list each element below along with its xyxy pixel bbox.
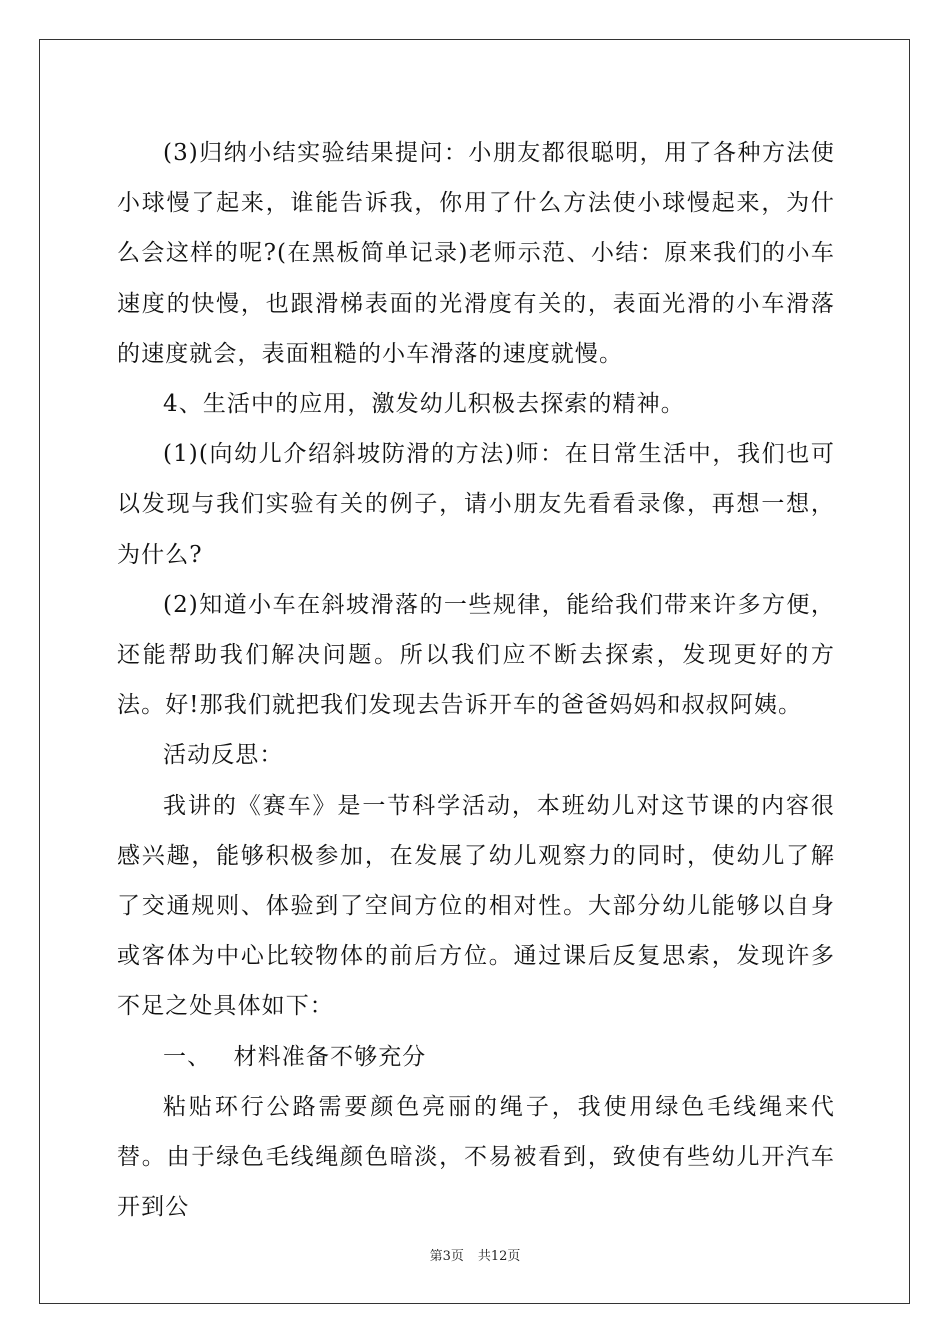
paragraph-step-4: 4、生活中的应用，激发幼儿积极去探索的精神。 xyxy=(163,391,685,418)
document-body xyxy=(117,128,835,1232)
section-heading-reflection: 活动反思： xyxy=(163,742,284,769)
paragraph-reflection-intro: 我讲的《赛车》是一节科学活动，本班幼儿对这节课的内容很感兴趣，能够积极参加，在发展了幼儿观察力的同时，使幼儿了解了交通规则、体验到了空间方位的相对性。大部分幼儿能够以自身或客体为中心比较物体的前后方位。通过课后反复思索，发现许多不足之处具体如下： xyxy=(117,792,835,1020)
paragraph-slope-rules: (2)知道小车在斜坡滑落的一些规律，能给我们带来许多方便，还能帮助我们解决问题。所以我们应不断去探索，发现更好的方法。好!那我们就把我们发现去告诉开车的爸爸妈妈和叔叔阿姨。 xyxy=(117,591,835,719)
page-number: 第3页 xyxy=(429,1249,464,1264)
page-total: 共12页 xyxy=(477,1249,521,1264)
paragraph-slope-antislip: (1)(向幼儿介绍斜坡防滑的方法)师：在日常生活中，我们也可以发现与我们实验有关的例子，请小朋友先看看录像，再想一想，为什么? xyxy=(117,441,835,568)
subheading-materials: 一、 材料准备不够充分 xyxy=(163,1043,427,1070)
paragraph-summary-question: (3)归纳小结实验结果提问：小朋友都很聪明，用了各种方法使小球慢了起来，谁能告诉我，你用了什么方法使小球慢起来，为什么会这样的呢?(在黑板简单记录)老师示范、小结：原来我们的小车速度的快慢，也跟滑梯表面的光滑度有关的，表面光滑的小车滑落的速度就会，表面粗糙的小车滑落的速度就慢。 xyxy=(117,140,835,367)
paragraph-materials-detail: 粘贴环行公路需要颜色亮丽的绳子，我使用绿色毛线绳来代替。由于绿色毛线绳颜色暗淡，不易被看到，致使有些幼儿开汽车开到公 xyxy=(117,1093,835,1221)
page-footer xyxy=(0,1245,950,1264)
